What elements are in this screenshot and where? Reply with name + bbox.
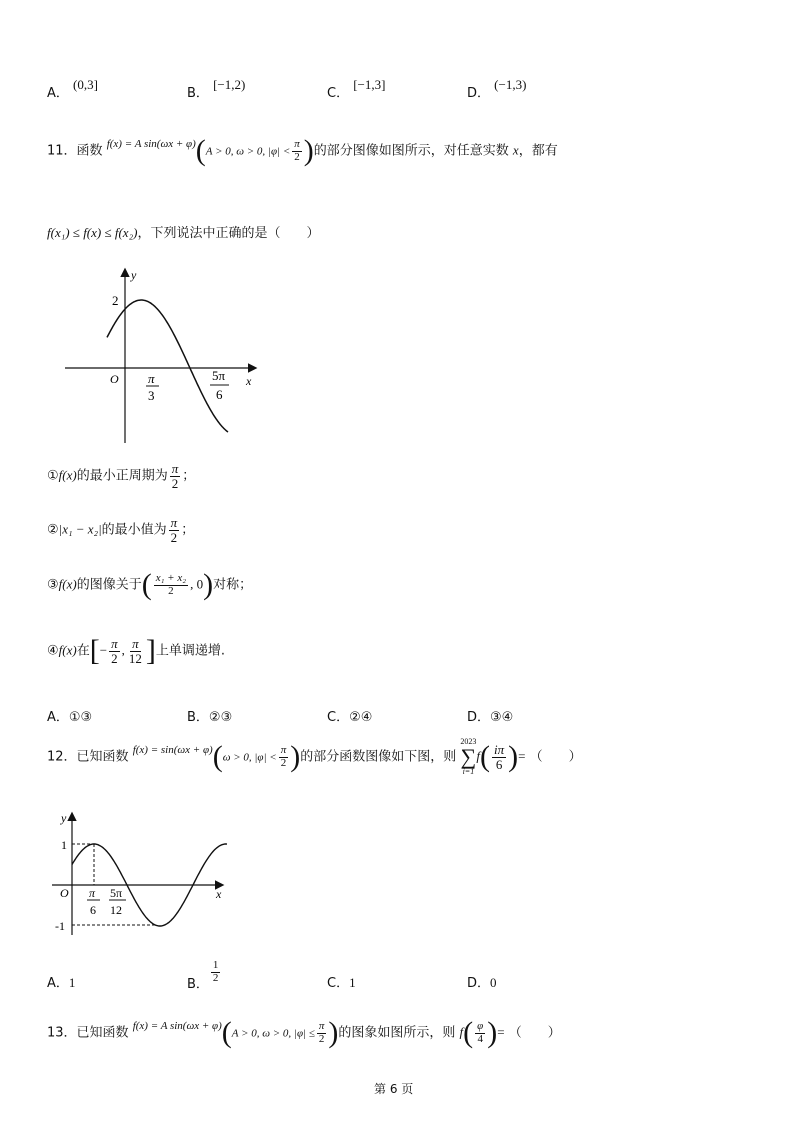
q11-tail: 的部分图像如图所示，对任意实数 — [313, 143, 509, 159]
option-value: (−1,3) — [494, 77, 527, 92]
q13-formula: f(x) = A sin(ωx + φ) — [132, 1019, 222, 1032]
origin-label: O — [110, 372, 119, 386]
fraction: $\frac{\pi}{2}$ — [170, 515, 178, 545]
question-number: 13． — [47, 1025, 77, 1041]
min-label: -1 — [55, 919, 65, 933]
statement-text: 的图像关于 — [76, 577, 142, 593]
q11-question — [47, 222, 319, 241]
q11-option-c: C．②④ — [327, 710, 373, 725]
max-label: 1 — [61, 838, 67, 852]
q12-tail: 的部分函数图像如下图，则 — [300, 749, 457, 765]
summation: 2023 ∑ i=1 — [460, 737, 477, 776]
tick-5pi6-den: 6 — [216, 387, 223, 402]
q11-option-b: B．②③ — [187, 710, 233, 725]
q11-inequality: f(x₁) ≤ f(x) ≤ f(x₂) — [47, 225, 138, 240]
tick-5pi12-num: 5π — [110, 886, 123, 900]
tick-5pi12-den: 12 — [110, 903, 122, 917]
statement-mark: ① — [47, 468, 59, 484]
statement-mark: ③ — [47, 577, 59, 593]
q11-graph — [60, 265, 270, 450]
q11-tail2: ，都有 — [518, 143, 558, 159]
q12-option-b: B． $\frac{1}{2}$ — [187, 959, 219, 992]
fraction: $\frac{1}{2}$ — [212, 959, 219, 984]
q11-pi-over-2: $\frac{\pi}{2}$ — [294, 137, 300, 163]
fraction: $\frac{i\pi}{6}$ — [494, 741, 505, 772]
tick-pi3-den: 3 — [148, 388, 155, 403]
q11-option-a: A．①③ — [47, 710, 93, 725]
q11-question-text: ，下列说法中正确的是（ ） — [137, 226, 320, 241]
q12-pi-over-2: $\frac{\pi}{2}$ — [280, 743, 287, 769]
q12-formula: f(x) = sin(ωx + φ) — [132, 743, 213, 756]
question-number: 11． — [47, 143, 77, 159]
statement-mark: ② — [47, 522, 59, 538]
statement-text: 的最小值为 — [101, 522, 167, 538]
fraction: $\frac{\pi}{12}$ — [128, 635, 142, 666]
q12-stem: 12．已知函数 $^{f(x) = sin(\omega x + \varphi)}$(ω > 0, |φ| < $\frac{\pi}{2}$ )的部分函数图像如下图，则 2023 ∑ i=1 f( $\frac{i\pi}{6}$ )= （ ） — [47, 737, 582, 776]
statement-math: f(x) — [58, 576, 77, 592]
q12-option-d: D．0 — [467, 975, 497, 991]
option-value: [−1,2) — [213, 77, 246, 92]
tick-pi6-num: π — [89, 886, 96, 900]
q13-tail: 的图象如图所示，则 — [338, 1025, 456, 1041]
q11-stem: 11．函数 $^{f(x) = A sin(\omega x + \varphi)}$(A > 0, ω > 0, |φ| < $\frac{\pi}{2}$ )的部分图像如图所示，对任意实数 x，都有 — [47, 134, 558, 167]
q11-statement-2: ②|x₁ − x₂|的最小值为 $\frac{\pi}{2}$ ； — [47, 515, 195, 545]
option-label: D． — [467, 86, 491, 101]
statement-text: 在 — [76, 643, 90, 659]
option-value: (0,3] — [73, 77, 98, 92]
tick-5pi6-num: 5π — [212, 368, 226, 383]
question-number: 12． — [47, 749, 77, 765]
statement-math: |x₁ − x₂| — [58, 521, 102, 537]
tick-pi6-den: 6 — [90, 903, 96, 917]
origin-label: O — [60, 886, 69, 900]
q11-conditions: A > 0, ω > 0, |φ| < — [205, 145, 291, 158]
q11-statement-3: ③f(x)的图像关于( $\frac{\text{x₁ + x₂}}{2}$ , 0)对称； — [47, 568, 253, 601]
statement-text: 的最小正周期为 — [76, 468, 168, 484]
q10-option-c — [327, 77, 386, 101]
page-footer: 第 6 页 — [374, 1082, 414, 1096]
statement-mark: ④ — [47, 643, 59, 659]
fraction: $\frac{\pi}{2}$ — [111, 635, 118, 666]
q10-option-b — [187, 77, 246, 101]
q11-statement-1: ①f(x)的最小正周期为 $\frac{\pi}{2}$ ； — [47, 461, 196, 491]
q10-option-d — [467, 77, 527, 101]
option-label: B． — [187, 86, 209, 101]
x-axis-label: x — [246, 374, 252, 388]
q10-option-a — [47, 77, 98, 101]
q12-option-a: A．1 — [47, 975, 76, 991]
q11-var-x: x — [512, 142, 519, 158]
y-axis-label: y — [131, 268, 137, 282]
q13-conditions: A > 0, ω > 0, |φ| ≤ — [231, 1027, 315, 1040]
max-label: 2 — [112, 293, 119, 308]
q13-intro: 已知函数 — [76, 1025, 129, 1041]
tick-pi3-num: π — [148, 371, 155, 386]
statement-math: f(x) — [58, 467, 77, 483]
q12-conditions: ω > 0, |φ| < — [222, 751, 277, 764]
q13-stem: 13．已知函数 $^{f(x) = A sin(\omega x + \varphi)}$(A > 0, ω > 0, |φ| ≤ $\frac{\pi}{2}$ )的图象如图所示，则 f( $\frac{\varphi}{4}$ )= （ ） — [47, 1016, 561, 1049]
option-value: [−1,3] — [353, 77, 386, 92]
q12-graph — [50, 808, 230, 938]
y-axis-label: y — [61, 811, 67, 825]
fraction: $\frac{\pi}{2}$ — [171, 461, 179, 491]
x-axis-label: x — [216, 887, 222, 901]
q11-option-d: D．③④ — [467, 710, 514, 725]
fraction: $\frac{\text{x₁ + x₂}}{2}$ — [155, 571, 187, 597]
q11-intro: 函数 — [76, 143, 103, 159]
q13-pi-over-2: $\frac{\pi}{2}$ — [318, 1019, 325, 1045]
q11-formula: f(x) = A sin(ωx + φ) — [106, 137, 196, 150]
option-label: A． — [47, 86, 69, 101]
fraction: $\frac{\varphi}{4}$ — [477, 1019, 484, 1045]
q11-statement-4: ④f(x)在[− $\frac{\pi}{2}$ , $\frac{\pi}{12}$ ]上单调递增. — [47, 634, 225, 667]
q12-intro: 已知函数 — [76, 749, 129, 765]
q12-option-c: C．1 — [327, 975, 356, 991]
option-label: C． — [327, 86, 350, 101]
statement-math: f(x) — [58, 642, 77, 658]
